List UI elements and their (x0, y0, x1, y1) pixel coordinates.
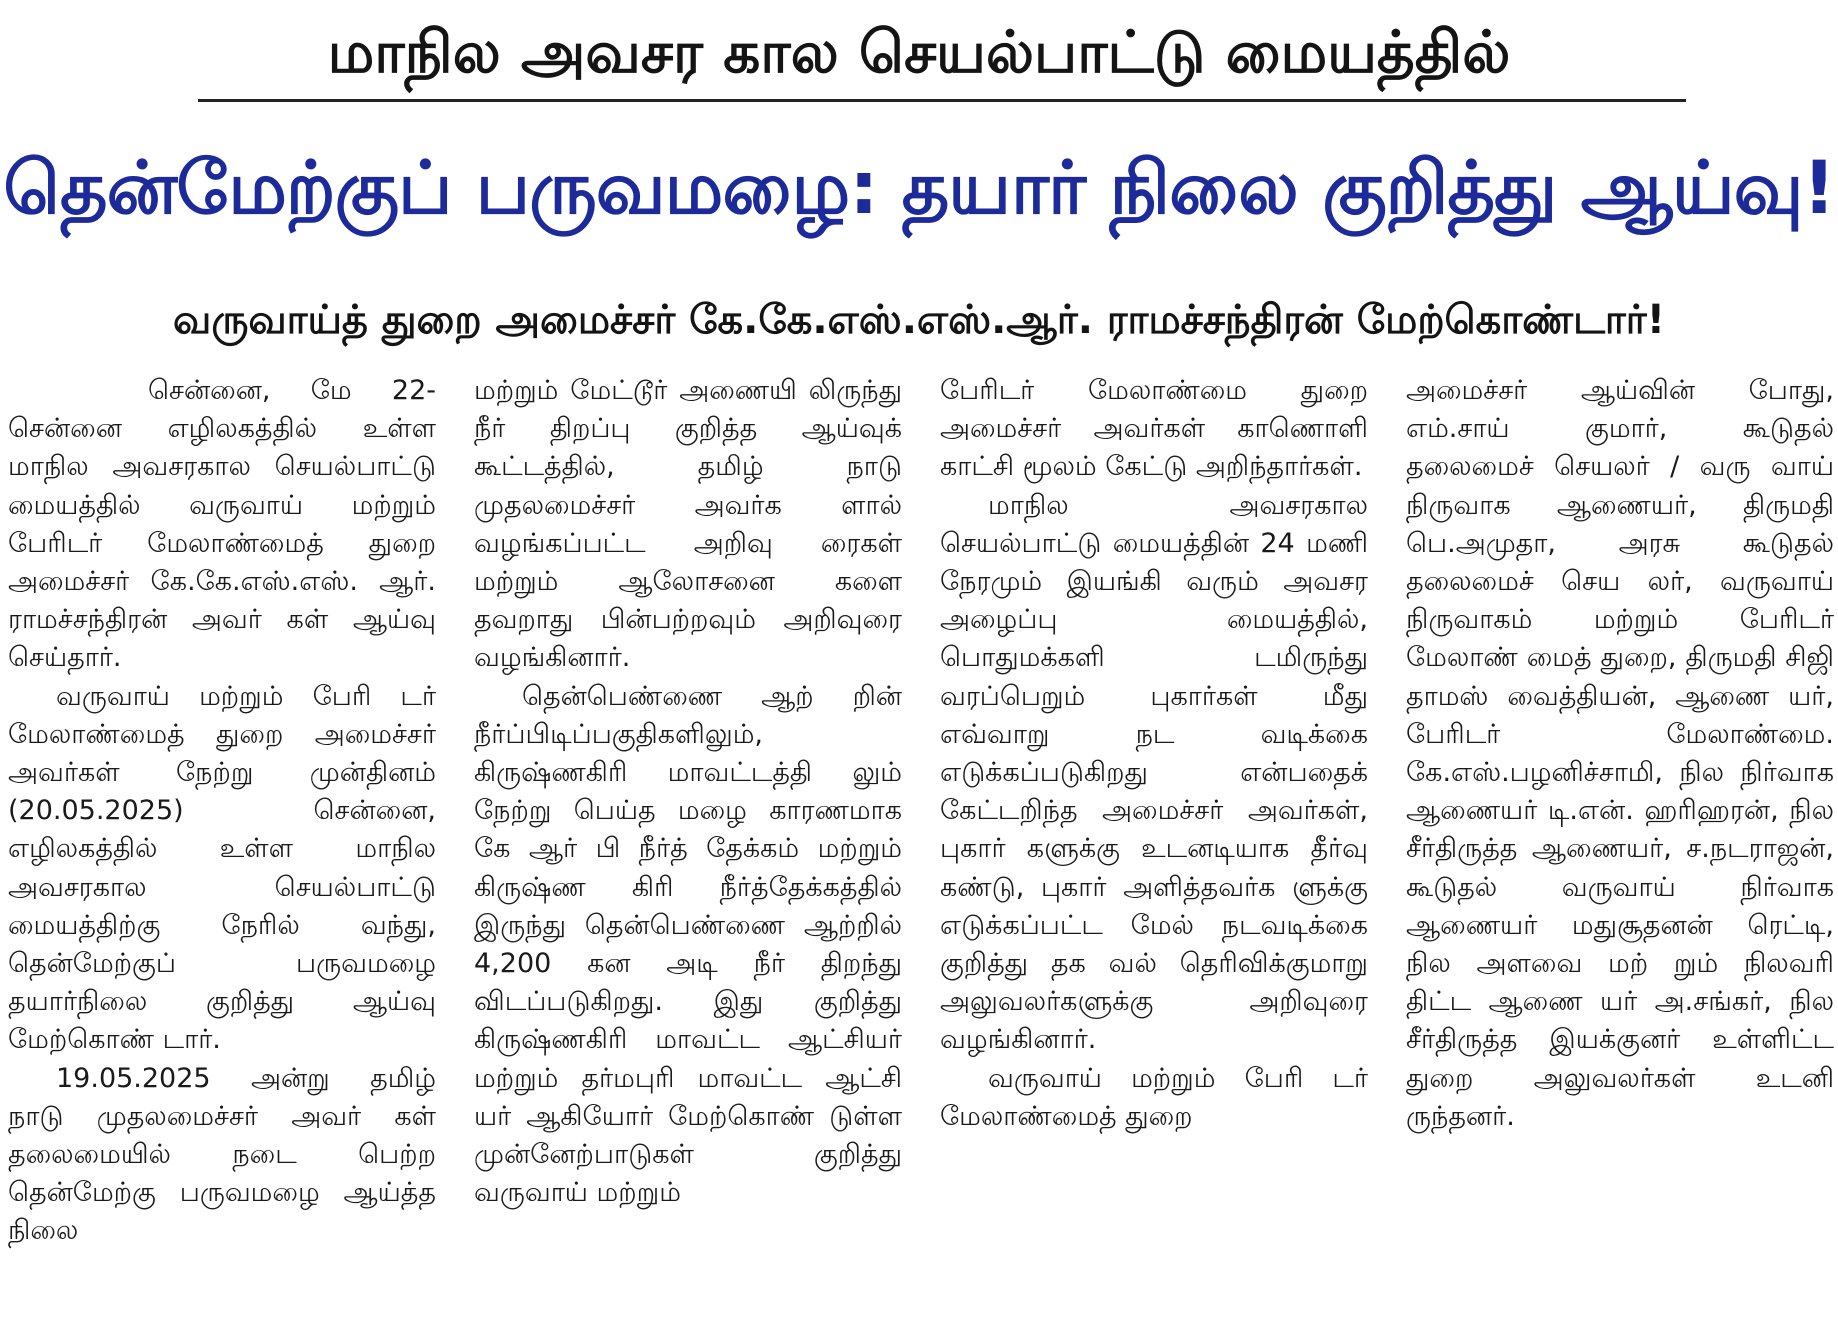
paragraph: சென்னை, மே 22- சென்னை எழிலகத்தில் உள்ள மாநில அவசரகால செயல்பாட்டு மையத்தில் வருவாய் மற்றும் பேரிடர் மேலாண்மைத் துறை அமைச்சர் கே.கே.எஸ்.எஸ். ஆர். ராமச்சந்திரன் அவர் கள் ஆய்வு செய்தார். (8, 375, 436, 674)
paragraph: பேரிடர் மேலாண்மை துறை அமைச்சர் அவர்கள் காணொளி காட்சி மூலம் கேட்டு அறிந்தார்கள். (940, 375, 1368, 483)
main-headline: தென்மேற்குப் பருவமழை: தயார் நிலை குறித்து ஆய்வு! (3, 146, 1835, 231)
paragraph: தென்பெண்ணை ஆற் றின் நீர்ப்பிடிப்பகுதிகளிலும், கிருஷ்ணகிரி மாவட்டத்தி லும் நேற்று பெய்த மழை காரணமாக கே ஆர் பி நீர்த் தேக்கம் மற்றும் கிருஷ்ண கிரி நீர்த்தேக்கத்தில் இருந்து தென்பெண்ணை ஆற்றில் 4,200 கன அடி நீர் திறந்து விடப்படுகிறது. இது குறித்து கிருஷ்ணகிரி மாவட்ட ஆட்சியர் மற்றும் தர்மபுரி மாவட்ட ஆட்சி யர் ஆகியோர் மேற்கொண் டுள்ள முன்னேற்பாடுகள் குறித்து வருவாய் மற்றும் (474, 680, 902, 1209)
article-column-1 (8, 372, 436, 1312)
article-body (8, 372, 1838, 1312)
kicker-headline: மாநில அவசர கால செயல்பாட்டு மையத்தில் (327, 18, 1511, 86)
article-column-3 (940, 372, 1368, 1312)
article-column-2 (474, 372, 902, 1312)
paragraph: மற்றும் மேட்டூர் அணையி லிருந்து நீர் திறப்பு குறித்த ஆய்வுக் கூட்டத்தில், தமிழ் நாடு முதலமைச்சர் அவர்க ளால் வழங்கப்பட்ட அறிவு ரைகள் மற்றும் ஆலோசனை களை தவறாது பின்பற்றவும் அறிவுரை வழங்கினார். (474, 375, 902, 674)
paragraph: வருவாய் மற்றும் பேரி டர் மேலாண்மைத் துறை அமைச்சர் அவர்கள் நேற்று முன்தினம் (20.05.2025) சென்னை, எழிலகத்தில் உள்ள மாநில அவசரகால செயல்பாட்டு மையத்திற்கு நேரில் வந்து, தென்மேற்குப் பருவமழை தயார்நிலை குறித்து ஆய்வு மேற்கொண் டார். (8, 680, 436, 1056)
paragraph: மாநில அவசரகால செயல்பாட்டு மையத்தின் 24 மணி நேரமும் இயங்கி வரும் அவசர அழைப்பு மையத்தில், பொதுமக்களி டமிருந்து வரப்பெறும் புகார்கள் மீது எவ்வாறு நட வடிக்கை எடுக்கப்படுகிறது என்பதைக் கேட்டறிந்த அமைச்சர் அவர்கள், புகார் களுக்கு உடனடியாக தீர்வு கண்டு, புகார் அளித்தவர்க ளுக்கு எடுக்கப்பட்ட மேல் நடவடிக்கை குறித்து தக வல் தெரிவிக்குமாறு அலுவலர்களுக்கு அறிவுரை வழங்கினார். (940, 489, 1368, 1056)
sub-headline: வருவாய்த் துறை அமைச்சர் கே.கே.எஸ்.எஸ்.ஆர். ராமச்சந்திரன் மேற்கொண்டார்! (173, 297, 1665, 343)
article-column-4 (1406, 372, 1834, 1312)
paragraph: அமைச்சர் ஆய்வின் போது, எம்.சாய் குமார், கூடுதல் தலைமைச் செயலர் / வரு வாய் நிருவாக ஆணையர், திருமதி பெ.அமுதா, அரசு கூடுதல் தலைமைச் செய லர், வருவாய் நிருவாகம் மற்றும் பேரிடர் மேலாண் மைத் துறை, திருமதி சிஜி தாமஸ் வைத்தியன், ஆணை யர், பேரிடர் மேலாண்மை. கே.எஸ்.பழனிச்சாமி, நில நிர்வாக ஆணையர் டி.என். ஹரிஹரன், நில சீர்திருத்த ஆணையர், ச.நடராஜன், கூடுதல் வருவாய் நிர்வாக ஆணையர் மதுசூதனன் ரெட்டி, நில அளவை மற் றும் நிலவரி திட்ட ஆணை யர் அ.சங்கர், நில சீர்திருத்த இயக்குனர் உள்ளிட்ட துறை அலுவலர்கள் உடனி ருந்தனர். (1406, 375, 1834, 1132)
paragraph: 19.05.2025 அன்று தமிழ் நாடு முதலமைச்சர் அவர் கள் தலைமையில் நடை பெற்ற தென்மேற்கு பருவமழை ஆய்த்த நிலை (8, 1062, 436, 1247)
paragraph: வருவாய் மற்றும் பேரி டர் மேலாண்மைத் துறை (940, 1062, 1368, 1132)
kicker-underline (198, 99, 1686, 102)
